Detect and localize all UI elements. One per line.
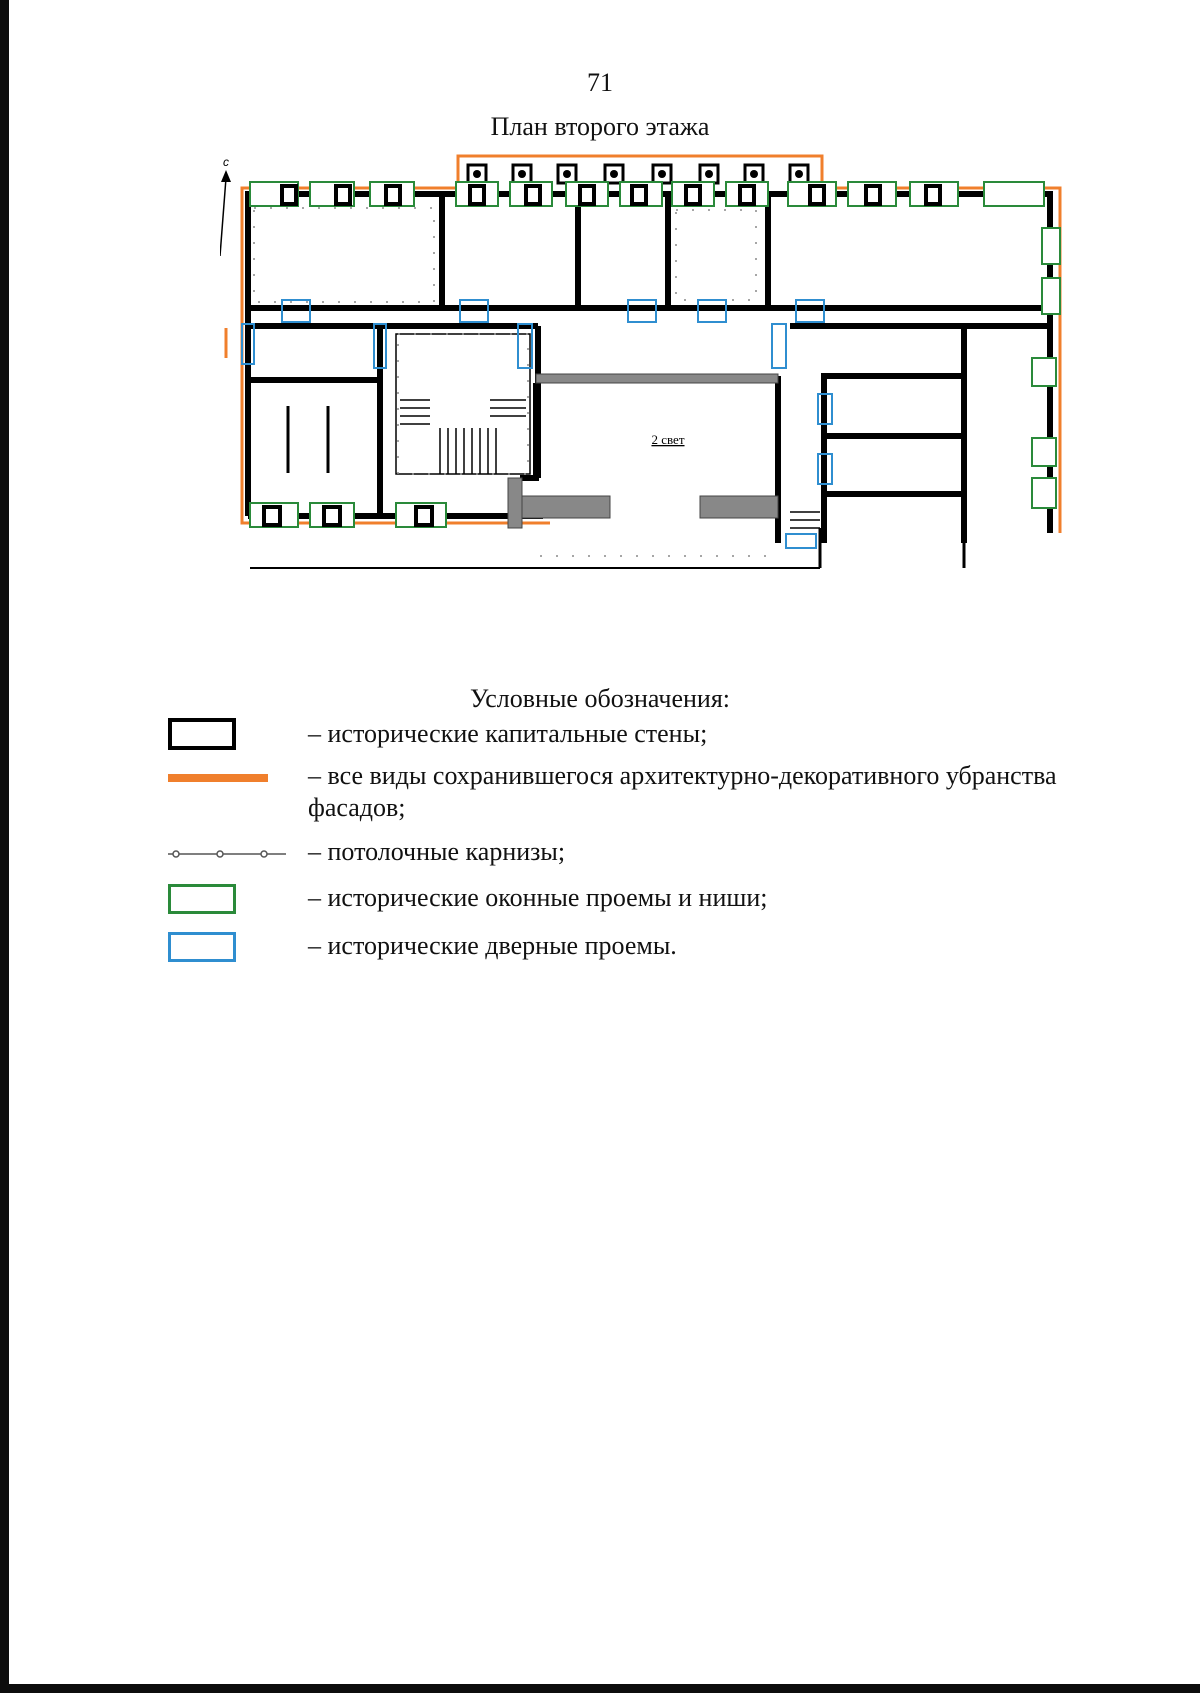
capital-walls (248, 194, 1050, 543)
legend-text: – исторические капитальные стены; (308, 719, 708, 748)
legend-text: – потолочные карнизы; (308, 837, 566, 866)
door-12 (786, 534, 816, 548)
window-e5 (1032, 478, 1056, 508)
legend-text: – исторические дверные проемы. (308, 931, 677, 960)
hall-gray-se (700, 496, 778, 518)
legend-text: – все виды сохранившегося архитектурно-декоративного убранства фасадов; (308, 761, 1057, 822)
window-e2 (1042, 278, 1060, 314)
hall-gray-sw (520, 496, 610, 518)
blue-rect-icon (168, 932, 236, 962)
legend-item-doors (0, 930, 1200, 970)
north-arrow (220, 155, 231, 256)
window-n13 (984, 182, 1044, 206)
windows (250, 182, 1060, 527)
legend-item-capital-walls (0, 718, 1200, 758)
legend-swatch-dotted-line (168, 836, 268, 876)
black-rect-icon (168, 718, 236, 750)
floor-plan (220, 148, 1070, 598)
legend-swatch-orange-line (168, 760, 268, 800)
hall-room-label: 2 свет (651, 432, 685, 447)
legend-item-cornices (0, 836, 1200, 876)
hall-gray-pier (508, 478, 522, 528)
outer-wall-nwne (248, 194, 1050, 533)
legend-text: – исторические оконные проемы и ниши; (308, 883, 768, 912)
hall-gray-walls (508, 374, 778, 528)
window-e1 (1042, 228, 1060, 264)
cornice-room1 (254, 208, 434, 302)
window-e3 (1032, 358, 1056, 386)
dotted-line-icon (168, 836, 288, 868)
cornice-stair (398, 334, 528, 474)
door-9 (772, 324, 786, 368)
window-fills (264, 186, 940, 525)
scan-edge-bottom (0, 1684, 1200, 1693)
legend-title: Условные обозначения: (469, 684, 731, 713)
partitions (250, 406, 964, 568)
floor-plan-drawing (220, 148, 1070, 598)
column-cores (473, 170, 803, 178)
facade-outline-main (242, 156, 1060, 533)
legend-item-facade-decor (0, 760, 1200, 840)
hall-gray-north (536, 374, 778, 383)
stair-well (396, 334, 530, 474)
legend-swatch-green-rect (168, 882, 268, 922)
window-e4 (1032, 438, 1056, 466)
green-rect-icon (168, 884, 236, 914)
legend-swatch-black-rect (168, 718, 268, 758)
legend-swatch-blue-rect (168, 930, 268, 970)
orange-line-icon (168, 774, 268, 782)
facade-decor-outline (226, 156, 1060, 533)
legend-item-windows (0, 882, 1200, 922)
cornice-room4 (676, 210, 756, 300)
plan-title: План второго этажа (490, 112, 710, 141)
north-label: с (223, 155, 229, 169)
page-number: 71 (587, 68, 613, 97)
